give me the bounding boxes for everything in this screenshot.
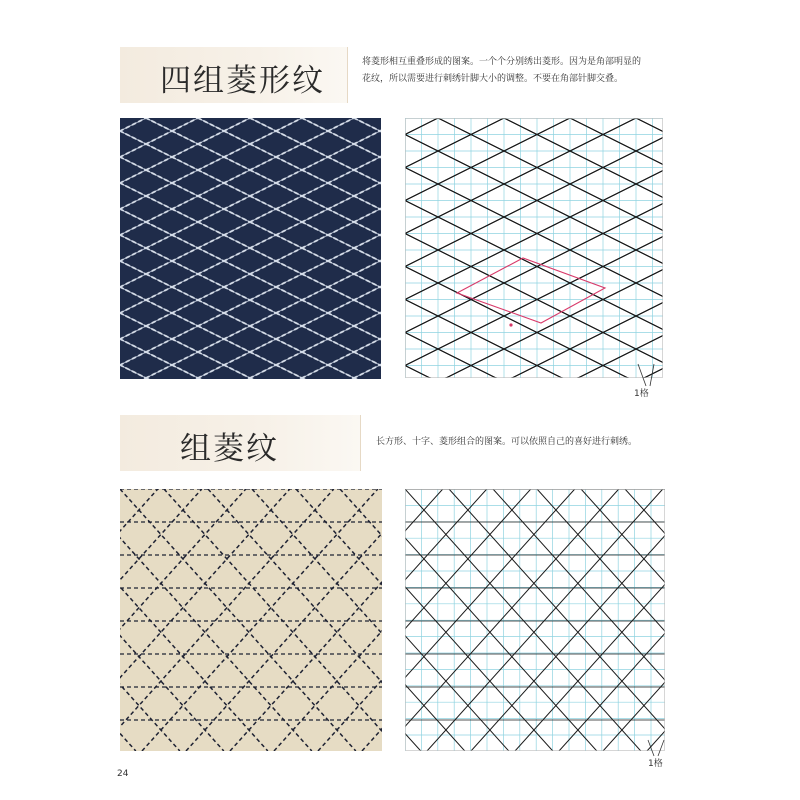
section-2-description (376, 434, 666, 451)
section-2-scale-label: 1格 (648, 759, 663, 769)
section-1-divider (347, 47, 348, 103)
section-1-description (362, 54, 662, 88)
section-2-description-line-1: 长方形、十字、菱形组合的图案。可以依照自己的喜好进行刺绣。 (376, 437, 638, 447)
section-1-description-line-2: 花纹，所以需要进行刺绣针脚大小的调整。不要在角部针脚交叠。 (362, 74, 624, 84)
section-2-divider (360, 415, 361, 471)
section-2-fabric-photo (120, 489, 382, 751)
section-1-description-line-1: 将菱形相互重叠形成的图案。一个个分别绣出菱形。因为是角部明显的 (362, 57, 642, 67)
section-1-scale-label: 1格 (634, 389, 649, 399)
section-2-grid-diagram (405, 489, 665, 751)
section-1-grid-diagram (405, 118, 663, 378)
section-1-title: 四组菱形纹 (160, 63, 325, 99)
section-2-title: 组菱纹 (180, 431, 279, 467)
page-number: 24 (117, 769, 129, 779)
section-1-fabric-photo (120, 118, 381, 379)
